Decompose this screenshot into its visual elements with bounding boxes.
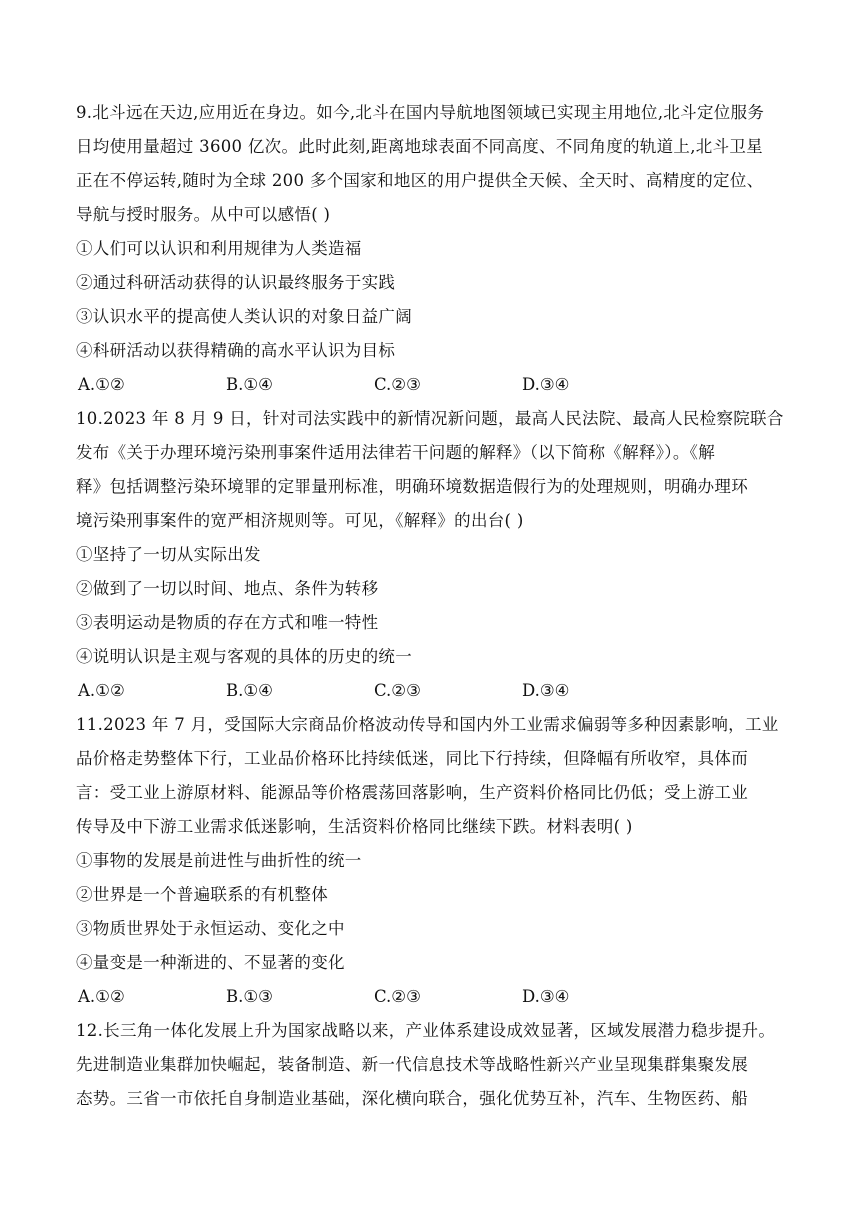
statement-2: ②世界是一个普遍联系的有机整体 — [76, 885, 328, 904]
option-c: C.②③ — [374, 375, 421, 394]
statement-4: ④科研活动以获得精确的高水平认识为目标 — [76, 341, 396, 360]
question-stem-line: 12.长三角一体化发展上升为国家战略以来，产业体系建设成效显著，区域发展潜力稳步提升。 — [76, 1021, 776, 1040]
question-11 — [76, 708, 792, 1014]
answer-options — [76, 368, 792, 402]
option-d: D.③④ — [522, 375, 570, 394]
answer-options — [76, 674, 792, 708]
option-a: A.①② — [78, 375, 125, 394]
option-a: A.①② — [78, 987, 125, 1006]
option-a: A.①② — [78, 681, 125, 700]
statement-1: ①坚持了一切从实际出发 — [76, 545, 261, 564]
statement-4: ④量变是一种渐进的、不显著的变化 — [76, 953, 345, 972]
statement-2: ②通过科研活动获得的认识最终服务于实践 — [76, 273, 396, 292]
statement-3: ③表明运动是物质的存在方式和唯一特性 — [76, 613, 379, 632]
option-c: C.②③ — [374, 681, 421, 700]
question-stem-line: 正在不停运转,随时为全球 200 多个国家和地区的用户提供全天候、全天时、高精度的定位、 — [76, 171, 764, 190]
question-stem-line: 日均使用量超过 3600 亿次。此时此刻,距离地球表面不同高度、不同角度的轨道上,北斗卫星 — [76, 137, 763, 156]
option-b: B.①③ — [226, 987, 273, 1006]
question-stem-line: 发布《关于办理环境污染刑事案件适用法律若干问题的解释》（以下简称《解释》）。《解 — [76, 443, 715, 462]
statement-3: ③物质世界处于永恒运动、变化之中 — [76, 919, 345, 938]
statement-1: ①事物的发展是前进性与曲折性的统一 — [76, 851, 362, 870]
question-stem-line: 10.2023 年 8 月 9 日，针对司法实践中的新情况新问题，最高人民法院、最高人民检察院联合 — [76, 409, 784, 428]
question-9 — [76, 96, 792, 402]
answer-options — [76, 980, 792, 1014]
option-d: D.③④ — [522, 681, 570, 700]
option-c: C.②③ — [374, 987, 421, 1006]
question-10 — [76, 402, 792, 708]
statement-3: ③认识水平的提高使人类认识的对象日益广阔 — [76, 307, 412, 326]
question-stem-line: 传导及中下游工业需求低迷影响，生活资料价格同比继续下跌。材料表明( ) — [76, 817, 633, 836]
statement-4: ④说明认识是主观与客观的具体的历史的统一 — [76, 647, 412, 666]
question-stem-line: 9.北斗远在天边,应用近在身边。如今,北斗在国内导航地图领域已实现主用地位,北斗定位服务 — [76, 103, 765, 122]
option-b: B.①④ — [226, 681, 273, 700]
document-page — [76, 96, 792, 1116]
question-stem-line: 品价格走势整体下行，工业品价格环比持续低迷，同比下行持续，但降幅有所收窄，具体而 — [76, 749, 748, 768]
question-stem-line: 态势。三省一市依托自身制造业基础，深化横向联合，强化优势互补，汽车、生物医药、船 — [76, 1089, 748, 1108]
question-12 — [76, 1014, 792, 1116]
question-stem-line: 释》包括调整污染环境罪的定罪量刑标准，明确环境数据造假行为的处理规则，明确办理环 — [76, 477, 748, 496]
option-d: D.③④ — [522, 987, 570, 1006]
question-stem-line: 导航与授时服务。从中可以感悟( ) — [76, 205, 331, 224]
question-stem-line: 言：受工业上游原材料、能源品等价格震荡回落影响，生产资料价格同比仍低；受上游工业 — [76, 783, 748, 802]
statement-2: ②做到了一切以时间、地点、条件为转移 — [76, 579, 379, 598]
statement-1: ①人们可以认识和利用规律为人类造福 — [76, 239, 362, 258]
option-b: B.①④ — [226, 375, 273, 394]
question-stem-line: 境污染刑事案件的宽严相济规则等。可见，《解释》的出台( ) — [76, 511, 524, 530]
question-stem-line: 11.2023 年 7 月，受国际大宗商品价格波动传导和国内外工业需求偏弱等多种因素影响，工业 — [76, 715, 779, 734]
question-stem-line: 先进制造业集群加快崛起，装备制造、新一代信息技术等战略性新兴产业呈现集群集聚发展 — [76, 1055, 748, 1074]
